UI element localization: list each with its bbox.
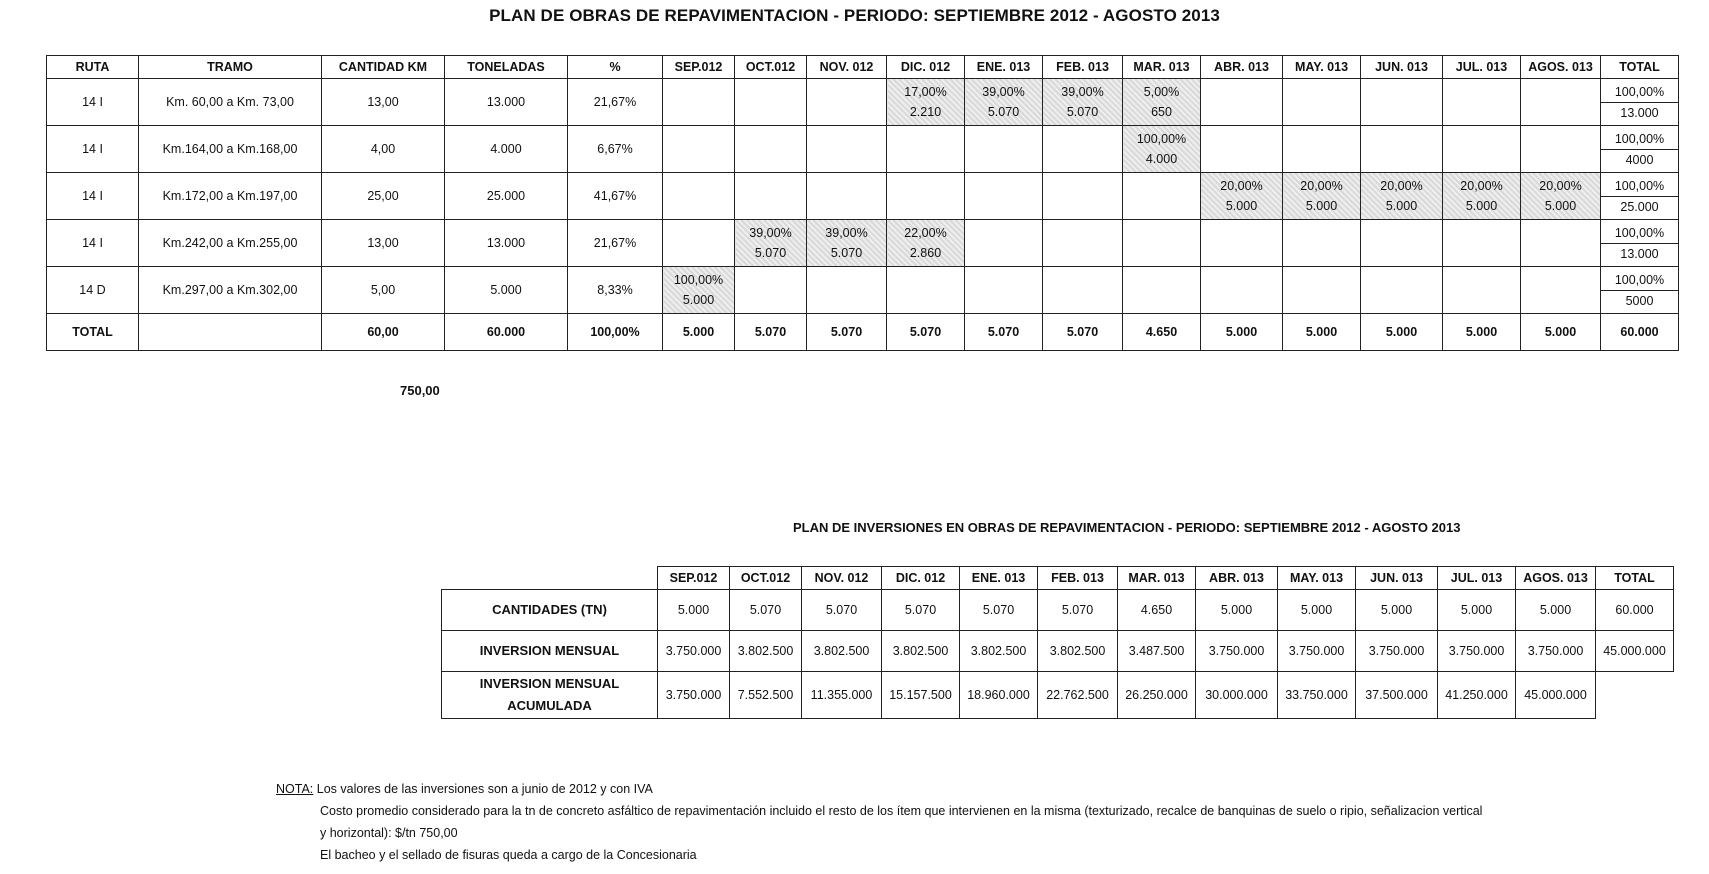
row-total-pct: 100,00%	[1601, 223, 1678, 244]
scheduled-cell	[887, 79, 965, 126]
tons-cell: 4.000	[445, 126, 568, 173]
empty-cell	[1123, 173, 1201, 220]
empty-cell	[965, 173, 1043, 220]
scheduled-cell	[663, 267, 735, 314]
scheduled-pct: 20,00%	[1380, 179, 1423, 193]
empty-cell	[807, 79, 887, 126]
scheduled-tons: 5.070	[754, 246, 787, 260]
empty-cell	[735, 267, 807, 314]
works-plan-table	[46, 55, 1679, 351]
header-total: TOTAL	[1596, 567, 1674, 590]
empty-cell	[1443, 220, 1521, 267]
value-cell: 3.802.500	[960, 631, 1038, 672]
value-cell: 3.750.000	[658, 631, 730, 672]
note-label: NOTA:	[276, 782, 314, 796]
empty-cell	[1043, 220, 1123, 267]
value-cell: 3.487.500	[1118, 631, 1196, 672]
empty-cell	[1521, 220, 1601, 267]
value-cell: 5.070	[802, 590, 882, 631]
note-line-2: Costo promedio considerado para la tn de concreto asfáltico de repavimentación incluido el resto de los ítem que intervienen en la misma (texturizado, recalce de banquinas de suelo o ripio, señalizacion vertical	[320, 804, 1483, 818]
row-total-cell	[1601, 267, 1679, 314]
header-row	[442, 567, 1674, 590]
row-total-cell	[1601, 173, 1679, 220]
header-ruta: RUTA	[47, 56, 139, 79]
table-row	[442, 672, 1674, 719]
total-month-cell: 5.070	[735, 314, 807, 351]
pct-cell: 41,67%	[568, 173, 663, 220]
price-per-ton-value: 750,00	[400, 383, 440, 398]
empty-cell	[1283, 220, 1361, 267]
empty-cell	[965, 220, 1043, 267]
table-row	[47, 220, 1679, 267]
note-line-4: El bacheo y el sellado de fisuras queda a cargo de la Concesionaria	[320, 848, 697, 862]
km-cell: 13,00	[322, 79, 445, 126]
header-month: FEB. 013	[1038, 567, 1118, 590]
value-cell: 22.762.500	[1038, 672, 1118, 719]
table-row	[47, 267, 1679, 314]
row-total-pct: 100,00%	[1601, 270, 1678, 291]
km-cell: 13,00	[322, 220, 445, 267]
header-month: JUN. 013	[1356, 567, 1438, 590]
header-month: SEP.012	[658, 567, 730, 590]
total-label: TOTAL	[47, 314, 139, 351]
header-month: SEP.012	[663, 56, 735, 79]
header-month: DIC. 012	[887, 56, 965, 79]
empty-cell	[1521, 267, 1601, 314]
header-toneladas: TONELADAS	[445, 56, 568, 79]
empty-cell	[1123, 267, 1201, 314]
empty-cell	[663, 220, 735, 267]
empty-cell	[1043, 267, 1123, 314]
investment-plan-title: PLAN DE INVERSIONES EN OBRAS DE REPAVIMENTACION - PERIODO: SEPTIEMBRE 2012 - AGOSTO 2013	[793, 520, 1461, 535]
header-month: FEB. 013	[1043, 56, 1123, 79]
row-label: INVERSION MENSUAL	[442, 631, 658, 672]
total-month-cell: 5.070	[965, 314, 1043, 351]
empty-cell	[1201, 220, 1283, 267]
row-total-pct: 100,00%	[1601, 82, 1678, 103]
scheduled-cell	[1123, 79, 1201, 126]
value-cell: 3.802.500	[730, 631, 802, 672]
scheduled-tons: 5.070	[830, 246, 863, 260]
header-month: MAR. 013	[1118, 567, 1196, 590]
tons-cell: 13.000	[445, 220, 568, 267]
total-month-cell: 5.000	[1521, 314, 1601, 351]
empty-cell	[807, 173, 887, 220]
header-month: DIC. 012	[882, 567, 960, 590]
row-total-tons: 4000	[1625, 152, 1654, 167]
value-cell: 41.250.000	[1438, 672, 1516, 719]
note-line-1: Los valores de las inversiones son a junio de 2012 y con IVA	[316, 782, 653, 796]
empty-cell	[1283, 79, 1361, 126]
empty-cell	[663, 126, 735, 173]
value-cell: 5.000	[1278, 590, 1356, 631]
ruta-cell: 14 I	[47, 173, 139, 220]
scheduled-pct: 20,00%	[1220, 179, 1263, 193]
value-cell: 4.650	[1118, 590, 1196, 631]
scheduled-cell	[1123, 126, 1201, 173]
empty-cell	[1443, 79, 1521, 126]
scheduled-tons: 5.070	[987, 105, 1020, 119]
header-month: OCT.012	[730, 567, 802, 590]
scheduled-cell	[887, 220, 965, 267]
ruta-cell: 14 I	[47, 220, 139, 267]
empty-cell	[1201, 79, 1283, 126]
table-row	[47, 173, 1679, 220]
empty-cell	[1123, 220, 1201, 267]
total-km: 60,00	[322, 314, 445, 351]
row-total-tons: 13.000	[1620, 105, 1659, 120]
empty-cell	[1443, 126, 1521, 173]
tons-cell: 25.000	[445, 173, 568, 220]
scheduled-cell	[735, 220, 807, 267]
ruta-cell: 14 I	[47, 126, 139, 173]
empty-cell	[663, 173, 735, 220]
value-cell: 3.750.000	[1356, 631, 1438, 672]
row-label: CANTIDADES (TN)	[442, 590, 658, 631]
footnote	[276, 778, 1676, 866]
pct-cell: 21,67%	[568, 220, 663, 267]
header-month: NOV. 012	[802, 567, 882, 590]
value-cell: 33.750.000	[1278, 672, 1356, 719]
ruta-cell: 14 D	[47, 267, 139, 314]
header-month: ABR. 013	[1201, 56, 1283, 79]
value-cell: 18.960.000	[960, 672, 1038, 719]
tramo-cell: Km.172,00 a Km.197,00	[139, 173, 322, 220]
header-month: ENE. 013	[965, 56, 1043, 79]
row-total-tons: 5000	[1625, 293, 1654, 308]
value-cell: 5.070	[960, 590, 1038, 631]
km-cell: 4,00	[322, 126, 445, 173]
scheduled-tons: 4.000	[1145, 152, 1178, 166]
scheduled-cell	[1443, 173, 1521, 220]
scheduled-cell	[1521, 173, 1601, 220]
value-cell: 3.750.000	[1438, 631, 1516, 672]
note-line-3: y horizontal): $/tn 750,00	[320, 826, 458, 840]
scheduled-pct: 100,00%	[673, 273, 724, 287]
table-row	[442, 631, 1674, 672]
header-month: MAY. 013	[1278, 567, 1356, 590]
scheduled-pct: 20,00%	[1460, 179, 1503, 193]
scheduled-pct: 39,00%	[749, 226, 792, 240]
header-total: TOTAL	[1601, 56, 1679, 79]
empty-cell	[735, 79, 807, 126]
pct-cell: 21,67%	[568, 79, 663, 126]
scheduled-tons: 5.000	[1305, 199, 1338, 213]
value-cell: 3.802.500	[802, 631, 882, 672]
scheduled-pct: 20,00%	[1300, 179, 1343, 193]
header-month: AGOS. 013	[1516, 567, 1596, 590]
header-month: JUL. 013	[1438, 567, 1516, 590]
total-month-cell: 5.000	[1443, 314, 1521, 351]
scheduled-tons: 5.000	[1385, 199, 1418, 213]
scheduled-pct: 22,00%	[904, 226, 947, 240]
scheduled-pct: 20,00%	[1539, 179, 1582, 193]
value-cell: 5.000	[1438, 590, 1516, 631]
value-cell: 5.000	[1196, 590, 1278, 631]
row-total-tons: 13.000	[1620, 246, 1659, 261]
header-row	[47, 56, 1679, 79]
empty-cell	[1283, 126, 1361, 173]
value-cell: 5.070	[1038, 590, 1118, 631]
row-total-pct: 100,00%	[1601, 176, 1678, 197]
total-month-cell: 5.000	[1361, 314, 1443, 351]
empty-cell	[887, 173, 965, 220]
empty-cell	[1361, 126, 1443, 173]
tons-cell: 5.000	[445, 267, 568, 314]
scheduled-pct: 5,00%	[1143, 85, 1180, 99]
scheduled-cell	[1201, 173, 1283, 220]
empty-cell	[663, 79, 735, 126]
total-month-cell: 4.650	[1123, 314, 1201, 351]
row-total-cell: 60.000	[1596, 590, 1674, 631]
header-month: JUN. 013	[1361, 56, 1443, 79]
row-label: INVERSION MENSUAL ACUMULADA	[442, 672, 658, 719]
header-tramo: TRAMO	[139, 56, 322, 79]
empty-cell	[1201, 267, 1283, 314]
total-month-cell: 5.070	[887, 314, 965, 351]
tramo-cell: Km. 60,00 a Km. 73,00	[139, 79, 322, 126]
header-km: CANTIDAD KM	[322, 56, 445, 79]
empty-cell	[887, 267, 965, 314]
total-tons: 60.000	[445, 314, 568, 351]
row-total-tons: 25.000	[1620, 199, 1659, 214]
km-cell: 25,00	[322, 173, 445, 220]
value-cell: 7.552.500	[730, 672, 802, 719]
value-cell: 11.355.000	[802, 672, 882, 719]
scheduled-tons: 5.000	[682, 293, 715, 307]
value-cell: 5.070	[882, 590, 960, 631]
value-cell: 5.000	[1356, 590, 1438, 631]
works-plan-title: PLAN DE OBRAS DE REPAVIMENTACION - PERIODO: SEPTIEMBRE 2012 - AGOSTO 2013	[489, 6, 1220, 25]
value-cell: 15.157.500	[882, 672, 960, 719]
empty-cell	[1283, 267, 1361, 314]
header-month: OCT.012	[735, 56, 807, 79]
pct-cell: 6,67%	[568, 126, 663, 173]
value-cell: 5.000	[658, 590, 730, 631]
empty-cell	[965, 126, 1043, 173]
tramo-cell: Km.297,00 a Km.302,00	[139, 267, 322, 314]
scheduled-tons: 5.000	[1225, 199, 1258, 213]
scheduled-pct: 39,00%	[1061, 85, 1104, 99]
value-cell: 3.802.500	[882, 631, 960, 672]
empty-cell	[1201, 126, 1283, 173]
header-blank	[442, 567, 658, 590]
row-total-cell	[1601, 220, 1679, 267]
value-cell: 45.000.000	[1516, 672, 1596, 719]
tramo-cell: Km.164,00 a Km.168,00	[139, 126, 322, 173]
header-month: ENE. 013	[960, 567, 1038, 590]
table-row	[47, 126, 1679, 173]
ruta-cell: 14 I	[47, 79, 139, 126]
value-cell: 3.802.500	[1038, 631, 1118, 672]
grand-total: 60.000	[1601, 314, 1679, 351]
empty-cell	[1521, 126, 1601, 173]
empty-cell	[965, 267, 1043, 314]
header-pct: %	[568, 56, 663, 79]
total-month-cell: 5.070	[1043, 314, 1123, 351]
scheduled-cell	[1283, 173, 1361, 220]
value-cell: 3.750.000	[1516, 631, 1596, 672]
scheduled-tons: 5.000	[1465, 199, 1498, 213]
header-month: MAR. 013	[1123, 56, 1201, 79]
header-month: MAY. 013	[1283, 56, 1361, 79]
header-month: JUL. 013	[1443, 56, 1521, 79]
empty-cell	[735, 173, 807, 220]
total-month-cell: 5.070	[807, 314, 887, 351]
total-pct: 100,00%	[568, 314, 663, 351]
value-cell: 3.750.000	[658, 672, 730, 719]
empty-cell	[1043, 126, 1123, 173]
scheduled-pct: 17,00%	[904, 85, 947, 99]
empty-cell	[1443, 267, 1521, 314]
row-total-cell: 45.000.000	[1596, 631, 1674, 672]
row-total-cell	[1596, 672, 1674, 719]
scheduled-tons: 5.000	[1544, 199, 1577, 213]
empty-cell	[887, 126, 965, 173]
empty-cell	[1361, 79, 1443, 126]
total-month-cell: 5.000	[1283, 314, 1361, 351]
value-cell: 37.500.000	[1356, 672, 1438, 719]
investment-plan-table	[441, 566, 1674, 719]
scheduled-cell	[1043, 79, 1123, 126]
pct-cell: 8,33%	[568, 267, 663, 314]
empty-cell	[1361, 267, 1443, 314]
scheduled-pct: 39,00%	[825, 226, 868, 240]
value-cell: 5.000	[1516, 590, 1596, 631]
total-row	[47, 314, 1679, 351]
row-total-cell	[1601, 126, 1679, 173]
total-month-cell: 5.000	[663, 314, 735, 351]
value-cell: 30.000.000	[1196, 672, 1278, 719]
scheduled-pct: 39,00%	[982, 85, 1025, 99]
value-cell: 3.750.000	[1196, 631, 1278, 672]
scheduled-cell	[807, 220, 887, 267]
km-cell: 5,00	[322, 267, 445, 314]
empty-cell	[735, 126, 807, 173]
header-month: NOV. 012	[807, 56, 887, 79]
table-row	[442, 590, 1674, 631]
empty-cell	[1043, 173, 1123, 220]
value-cell: 5.070	[730, 590, 802, 631]
tramo-cell: Km.242,00 a Km.255,00	[139, 220, 322, 267]
total-tramo	[139, 314, 322, 351]
table-row	[47, 79, 1679, 126]
scheduled-tons: 5.070	[1066, 105, 1099, 119]
tons-cell: 13.000	[445, 79, 568, 126]
row-total-pct: 100,00%	[1601, 129, 1678, 150]
total-month-cell: 5.000	[1201, 314, 1283, 351]
row-total-cell	[1601, 79, 1679, 126]
empty-cell	[1361, 220, 1443, 267]
header-month: ABR. 013	[1196, 567, 1278, 590]
value-cell: 3.750.000	[1278, 631, 1356, 672]
scheduled-tons: 650	[1151, 105, 1172, 119]
empty-cell	[1521, 79, 1601, 126]
scheduled-cell	[1361, 173, 1443, 220]
scheduled-cell	[965, 79, 1043, 126]
empty-cell	[807, 126, 887, 173]
header-month: AGOS. 013	[1521, 56, 1601, 79]
scheduled-tons: 2.210	[909, 105, 942, 119]
scheduled-tons: 2.860	[909, 246, 942, 260]
scheduled-pct: 100,00%	[1136, 132, 1187, 146]
empty-cell	[807, 267, 887, 314]
value-cell: 26.250.000	[1118, 672, 1196, 719]
